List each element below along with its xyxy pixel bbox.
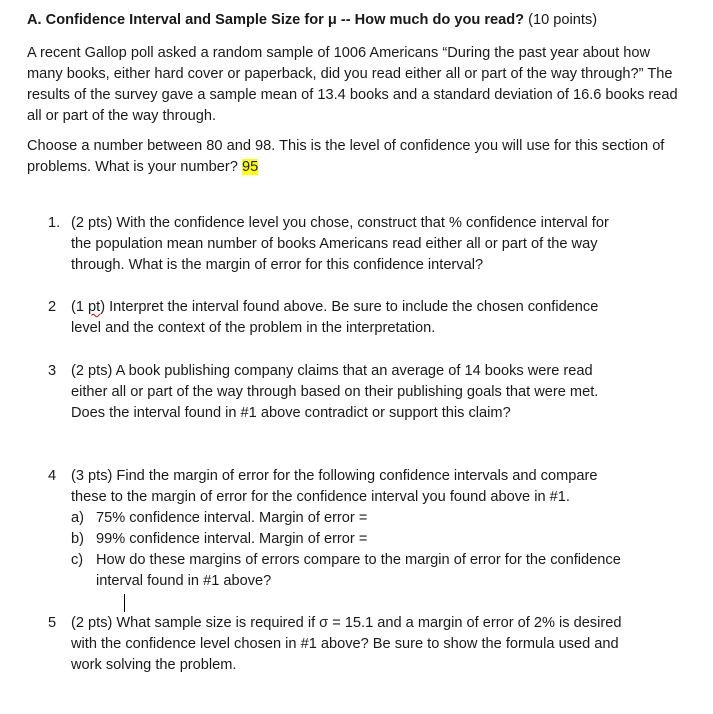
question-number: 2 — [48, 299, 57, 315]
question-text: (3 pts) Find the margin of error for the following confidence intervals and compare these to the margin of error for the confidence interval you found above in #1. — [71, 468, 598, 505]
question-text: (2 pts) With the confidence level you chose, construct that % confidence interval for the population mean number of books Americans read either all or part of the way through. What is the margin of error for this confidence interval? — [71, 215, 609, 273]
question-5 — [48, 613, 628, 676]
question-number: 5 — [48, 615, 57, 631]
question-text — [71, 297, 628, 339]
section-title — [27, 10, 687, 31]
sub-text: 75% confidence interval. Margin of error = — [96, 510, 368, 526]
question-3 — [48, 361, 628, 424]
question-4 — [48, 466, 628, 592]
question-text: (2 pts) A book publishing company claims that an average of 14 books were read either all or part of the way through based on their publishing goals that were met. Does the interval found in #1 above contradict or support this claim? — [71, 363, 599, 421]
question-prefix: (1 — [71, 299, 89, 315]
question-number: 4 — [48, 468, 57, 484]
sub-text: How do these margins of errors compare to the margin of error for the confidence interval found in #1 above? — [96, 552, 621, 589]
spellcheck-flagged-word[interactable]: pt — [88, 299, 101, 315]
question-number: 1. — [48, 215, 61, 231]
question-text: (2 pts) What sample size is required if σ = 15.1 and a margin of error of 2% is desired with the confidence level chosen in #1 above? Be sure to show the formula used and work solving the problem. — [71, 615, 622, 673]
sub-label: b) — [71, 531, 84, 547]
chosen-number-highlight: 95 — [241, 159, 259, 175]
title-text: A. Confidence Interval and Sample Size for μ -- How much do you read? — [27, 12, 525, 28]
sub-text: 99% confidence interval. Margin of error = — [96, 531, 368, 547]
question-rest: ) Interpret the interval found above. Be sure to include the chosen confidence level and the context of the problem in the interpretation. — [71, 299, 599, 336]
question-1 — [48, 213, 628, 276]
question-number: 3 — [48, 363, 57, 379]
choose-text: Choose a number between 80 and 98. This is the level of confidence you will use for this section of problems. What is your number? — [27, 138, 665, 175]
sub-label: c) — [71, 552, 84, 568]
choose-paragraph — [27, 136, 687, 178]
sub-question-c — [71, 550, 628, 592]
intro-paragraph: A recent Gallop poll asked a random sample of 1006 Americans “During the past year about how many books, either hard cover or paperback, did you read either all or part of the way through?” The results of the survey gave a sample mean of 13.4 books and a standard deviation of 16.6 books read all or part of the way through. — [27, 45, 678, 124]
sub-question-a — [71, 508, 628, 529]
question-2 — [48, 297, 628, 339]
sub-question-b — [71, 529, 628, 550]
document-page — [27, 10, 687, 178]
title-points: (10 points) — [528, 12, 598, 28]
text-cursor[interactable] — [124, 594, 125, 612]
sub-label: a) — [71, 510, 84, 526]
